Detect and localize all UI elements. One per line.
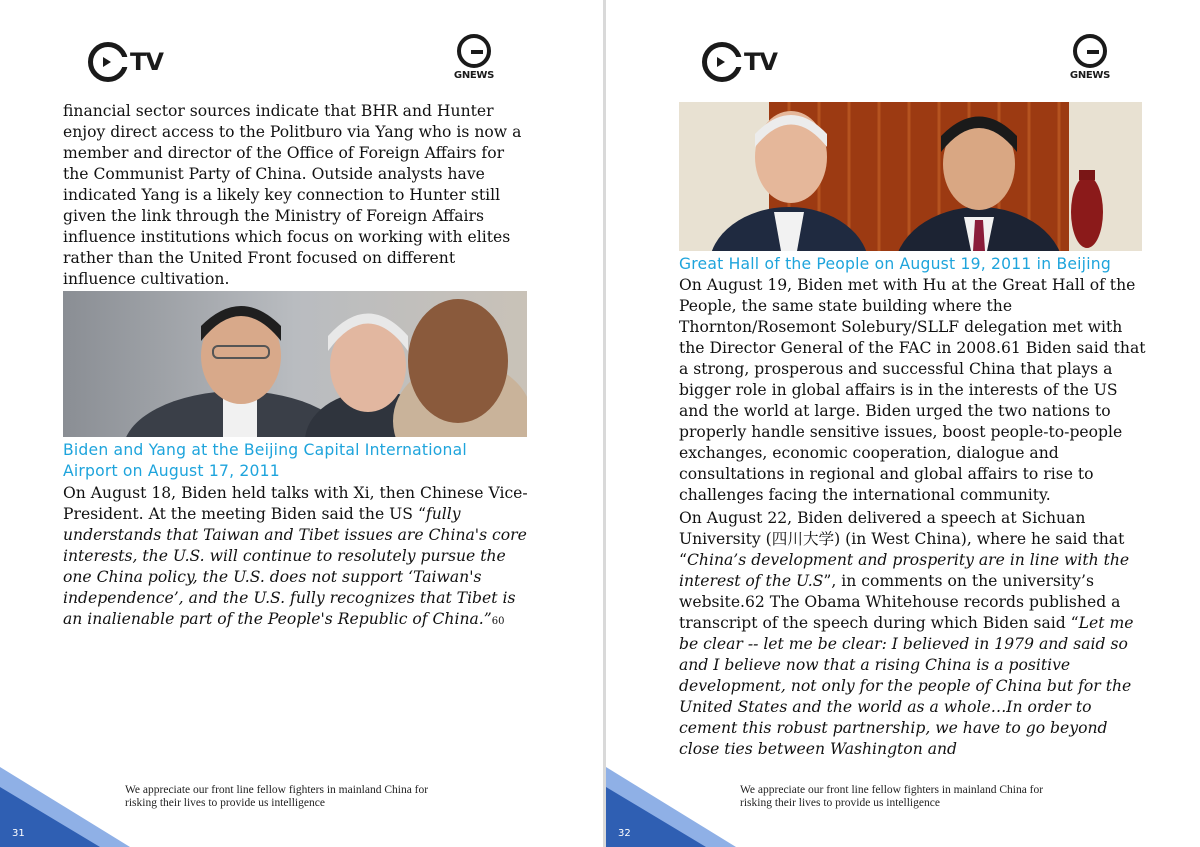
- photo-biden-yang: [63, 291, 527, 437]
- photo-caption: Great Hall of the People on August 19, 2011 in Beijing: [679, 255, 1111, 273]
- body-paragraph: On August 19, Biden met with Hu at the Great Hall of the People, the same state building where the Thornton/Rosemont Solebury/SLLF delegation met with the Director General of the FAC in 2008.61 Biden said that a strong, prosperous and successful China that plays a bigger role in global affairs is in the interests of the US and the world at large. Biden urged the two nations to properly handle sensitive issues, boost people-to-people exchanges, economic cooperation, dialogue and consultations in regional and global affairs to rise to challenges facing the international community.: [679, 276, 1146, 504]
- page-footer-note: We appreciate our front line fellow fighters in mainland China for risking their lives to provide us intelligence: [740, 784, 1044, 809]
- quote-italic: Let me be clear -- let me be clear: I believed in 1979 and said so and I believe now that a rising China is a positive development, not only for the people of China but for the United States and the world as a whole…In order to cement this robust partnership, we have to go beyond close ties between Washington and: [679, 614, 1134, 758]
- gnews-globe-icon: [457, 34, 491, 68]
- gtv-logo: [88, 40, 163, 84]
- quote-italic: fully understands that Taiwan and Tibet issues are China's core interests, the U.S. will continue to resolutely pursue the one China policy, the U.S. does not support ‘Taiwan's independence’, and the U.S. fully recognizes that Tibet is an inalienable part of the People's Republic of China.”: [63, 505, 527, 628]
- page-number: 31: [12, 828, 25, 839]
- gtv-logo-text: TV: [130, 48, 163, 76]
- quote-italic: China’s development and prosperity are in line with the interest of the U.S: [679, 551, 1130, 590]
- photo-caption: Biden and Yang at the Beijing Capital International Airport on August 17, 2011: [63, 441, 467, 480]
- paragraph-text: On August 18, Biden held talks with Xi, then Chinese Vice-President. At the meeting Biden said the US “: [63, 484, 528, 523]
- paragraph-text: On August 22, Biden delivered a speech at Sichuan University (四川大学) (in West China), where he said that “: [679, 509, 1125, 569]
- gnews-logo-text: GNEWS: [453, 70, 495, 81]
- body-paragraph-quote: [63, 483, 531, 632]
- gtv-logo-icon: [702, 42, 742, 82]
- footnote-ref: 60: [491, 616, 505, 627]
- gtv-logo: [702, 40, 777, 84]
- paragraph-text: ”, in comments on the university’s website.62 The Obama Whitehouse records published a transcript of the speech during which Biden said “: [679, 572, 1121, 632]
- page-number: 32: [618, 828, 631, 839]
- page-32: [606, 0, 1200, 847]
- gtv-logo-icon: [88, 42, 128, 82]
- body-paragraph: financial sector sources indicate that BHR and Hunter enjoy direct access to the Politburo via Yang who is now a member and director of the Office of Foreign Affairs for the Communist Party of China. Outside analysts have indicated Yang is a likely key connection to Hunter still given the link through the Ministry of Foreign Affairs influence institutions which focus on working with elites rather than the United Front focused on different influence cultivation.: [63, 102, 522, 288]
- gnews-logo: [1058, 34, 1122, 88]
- gnews-logo-text: GNEWS: [1069, 70, 1111, 81]
- page-footer-note: We appreciate our front line fellow fighters in mainland China for risking their lives to provide us intelligence: [125, 784, 429, 809]
- photo-biden-xi: [679, 102, 1142, 251]
- gnews-logo: [442, 34, 506, 88]
- body-paragraph-quote: [679, 508, 1149, 760]
- gnews-globe-icon: [1073, 34, 1107, 68]
- gtv-logo-text: TV: [744, 48, 777, 76]
